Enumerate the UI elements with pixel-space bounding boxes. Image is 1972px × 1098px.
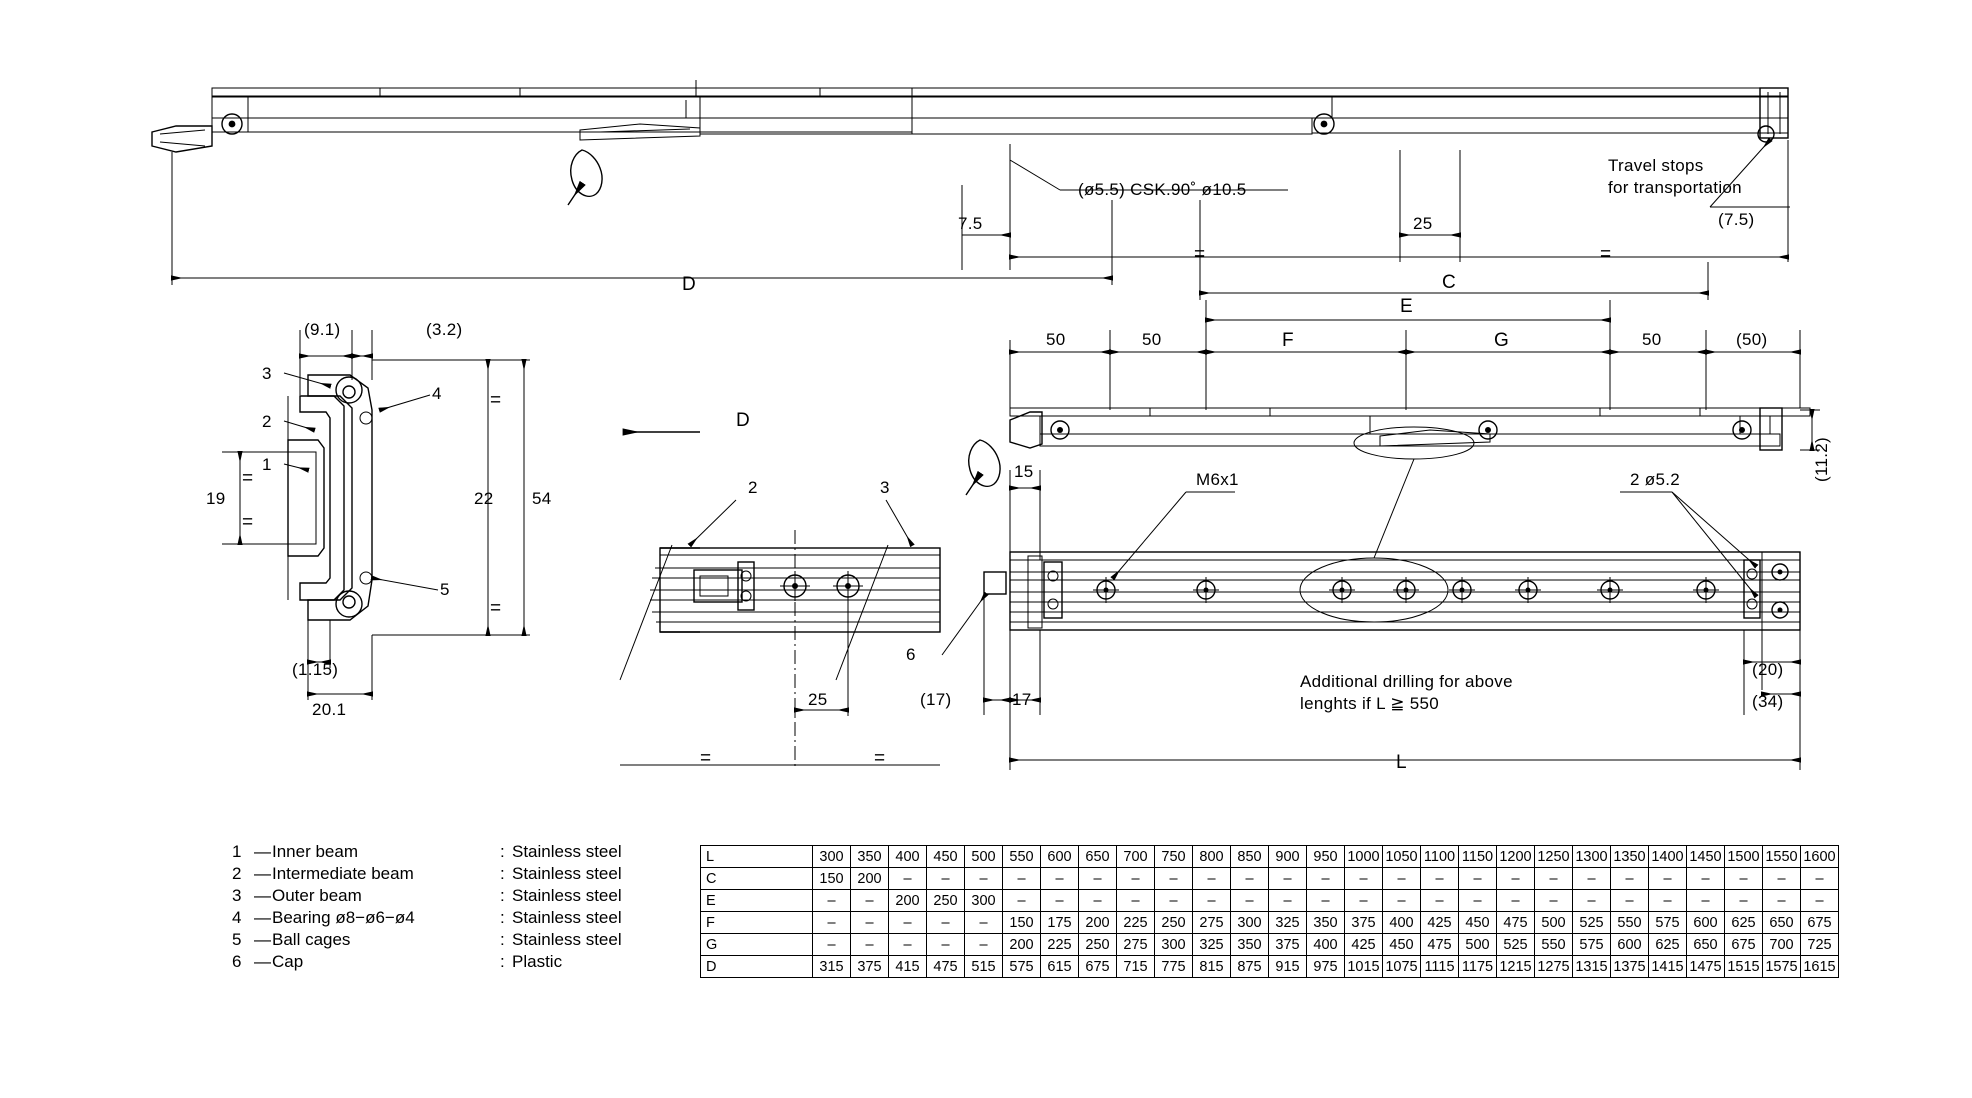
table-cell: 400: [1307, 934, 1345, 956]
dim-17-paren: (17): [920, 690, 952, 709]
legend-row: [232, 842, 622, 864]
table-cell: –: [1611, 868, 1649, 890]
table-cell: –: [1383, 868, 1421, 890]
table-cell: 550: [1003, 846, 1041, 868]
table-cell: 1000: [1345, 846, 1383, 868]
table-cell: 250: [1155, 912, 1193, 934]
table-row: [701, 956, 1839, 978]
table-cell: –: [1193, 868, 1231, 890]
table-cell: 1450: [1687, 846, 1725, 868]
table-cell: 1300: [1573, 846, 1611, 868]
table-cell: –: [889, 934, 927, 956]
legend-part-name: Cap: [272, 952, 304, 971]
table-cell: 650: [1687, 934, 1725, 956]
table-cell: –: [1801, 890, 1839, 912]
table-cell: 1015: [1345, 956, 1383, 978]
dim-G: G: [1494, 330, 1510, 351]
table-row: [701, 912, 1839, 934]
table-cell: 375: [1269, 934, 1307, 956]
table-cell: –: [1079, 868, 1117, 890]
table-cell: 425: [1421, 912, 1459, 934]
table-cell: 250: [927, 890, 965, 912]
table-cell: –: [1155, 868, 1193, 890]
table-cell: –: [1535, 868, 1573, 890]
callout-5: 5: [440, 580, 450, 599]
table-cell: 175: [1041, 912, 1079, 934]
legend-part-name: Outer beam: [272, 886, 362, 905]
table-cell: 600: [1611, 934, 1649, 956]
table-cell: 200: [889, 890, 927, 912]
table-cell: 300: [1155, 934, 1193, 956]
table-cell: 1515: [1725, 956, 1763, 978]
table-cell: 700: [1763, 934, 1801, 956]
table-cell: –: [1345, 890, 1383, 912]
table-cell: 375: [1345, 912, 1383, 934]
parts-legend: [232, 842, 622, 974]
table-cell: –: [1003, 890, 1041, 912]
table-cell: 325: [1269, 912, 1307, 934]
table-cell: –: [1725, 868, 1763, 890]
table-row-label: G: [701, 934, 813, 956]
table-cell: –: [1687, 868, 1725, 890]
table-cell: –: [1421, 890, 1459, 912]
table-cell: 525: [1573, 912, 1611, 934]
label-travel-stops-line2: for transportation: [1608, 178, 1742, 197]
table-cell: –: [1687, 890, 1725, 912]
dim-50-b: 50: [1142, 330, 1162, 349]
detail-callout-2: 2: [748, 478, 758, 497]
legend-colon: :: [500, 908, 505, 927]
table-cell: –: [889, 912, 927, 934]
dim-20-1: 20.1: [312, 700, 347, 719]
table-cell: –: [1611, 890, 1649, 912]
table-cell: 675: [1725, 934, 1763, 956]
table-row-label: F: [701, 912, 813, 934]
table-cell: 575: [1003, 956, 1041, 978]
table-cell: 325: [1193, 934, 1231, 956]
dim-7-5-paren: (7.5): [1718, 210, 1755, 229]
label-csk-note: (ø5.5) CSK.90˚ ø10.5: [1078, 180, 1247, 199]
table-cell: 575: [1649, 912, 1687, 934]
table-cell: 1315: [1573, 956, 1611, 978]
table-cell: 275: [1117, 934, 1155, 956]
dim-19: 19: [206, 489, 226, 508]
table-cell: 250: [1079, 934, 1117, 956]
table-cell: –: [813, 912, 851, 934]
table-cell: 1615: [1801, 956, 1839, 978]
label-M6x1: M6x1: [1196, 470, 1239, 489]
table-cell: 1550: [1763, 846, 1801, 868]
label-holes-2-5-2: 2 ø5.2: [1630, 470, 1680, 489]
table-cell: –: [1649, 890, 1687, 912]
dim-11-2-text: (11.2): [1812, 437, 1831, 482]
table-cell: 1250: [1535, 846, 1573, 868]
table-cell: 515: [965, 956, 1003, 978]
table-cell: 500: [1535, 912, 1573, 934]
table-cell: 225: [1041, 934, 1079, 956]
table-cell: 500: [965, 846, 1003, 868]
callout-4: 4: [432, 384, 442, 403]
table-cell: 475: [1497, 912, 1535, 934]
table-cell: 375: [851, 956, 889, 978]
legend-part-name: Intermediate beam: [272, 864, 414, 883]
dim-11-2: [1812, 437, 1832, 482]
legend-number: 3: [232, 886, 242, 905]
legend-row: [232, 864, 622, 886]
table-cell: –: [1459, 868, 1497, 890]
table-cell: 1100: [1421, 846, 1459, 868]
callout-1: 1: [262, 455, 272, 474]
legend-row: [232, 886, 622, 908]
legend-dash: —: [254, 908, 271, 927]
table-cell: 1600: [1801, 846, 1839, 868]
table-cell: –: [1383, 890, 1421, 912]
legend-colon: :: [500, 886, 505, 905]
note-additional-line1: Additional drilling for above: [1300, 672, 1513, 691]
legend-row: [232, 952, 622, 974]
legend-colon: :: [500, 952, 505, 971]
table-cell: –: [1307, 868, 1345, 890]
legend-number: 2: [232, 864, 242, 883]
table-cell: –: [1079, 890, 1117, 912]
legend-material: Plastic: [512, 952, 563, 971]
table-row-label: D: [701, 956, 813, 978]
dim-17: 17: [1012, 690, 1032, 709]
legend-part-name: Bearing ø8−ø6−ø4: [272, 908, 415, 927]
table-cell: 450: [1459, 912, 1497, 934]
legend-colon: :: [500, 864, 505, 883]
table-cell: 475: [927, 956, 965, 978]
legend-dash: —: [254, 842, 271, 861]
table-cell: –: [1497, 868, 1535, 890]
table-cell: 350: [851, 846, 889, 868]
table-cell: 500: [1459, 934, 1497, 956]
detail-eq-left: =: [700, 748, 712, 769]
legend-number: 1: [232, 842, 242, 861]
table-cell: 150: [813, 868, 851, 890]
table-cell: –: [1497, 890, 1535, 912]
table-cell: 525: [1497, 934, 1535, 956]
detail-view-D: [620, 432, 940, 770]
table-cell: 725: [1801, 934, 1839, 956]
table-cell: 1200: [1497, 846, 1535, 868]
table-cell: –: [965, 934, 1003, 956]
callout-3: 3: [262, 364, 272, 383]
table-cell: –: [1763, 890, 1801, 912]
detail-eq-right: =: [874, 748, 886, 769]
table-cell: 675: [1079, 956, 1117, 978]
table-row: [701, 890, 1839, 912]
table-cell: 1400: [1649, 846, 1687, 868]
table-cell: 975: [1307, 956, 1345, 978]
table-cell: 1415: [1649, 956, 1687, 978]
table-row: [701, 934, 1839, 956]
dim-E: E: [1400, 296, 1413, 317]
table-row-label: E: [701, 890, 813, 912]
table-cell: 1375: [1611, 956, 1649, 978]
table-cell: 550: [1535, 934, 1573, 956]
legend-dash: —: [254, 864, 271, 883]
table-cell: 815: [1193, 956, 1231, 978]
table-cell: 315: [813, 956, 851, 978]
top-view-slide: [152, 80, 1790, 300]
eq-sec-4: =: [242, 512, 254, 533]
table-cell: –: [851, 934, 889, 956]
dim-equal-top-left: =: [1194, 244, 1206, 265]
dim-20-paren: (20): [1752, 660, 1784, 679]
legend-dash: —: [254, 930, 271, 949]
dim-34-paren: (34): [1752, 692, 1784, 711]
table-cell: 600: [1041, 846, 1079, 868]
table-cell: 200: [1079, 912, 1117, 934]
table-cell: –: [1801, 868, 1839, 890]
table-cell: –: [1573, 890, 1611, 912]
table-cell: –: [1155, 890, 1193, 912]
table-cell: 1500: [1725, 846, 1763, 868]
table-cell: –: [1269, 868, 1307, 890]
table-cell: 950: [1307, 846, 1345, 868]
table-cell: –: [1117, 890, 1155, 912]
table-cell: –: [927, 912, 965, 934]
table-cell: –: [927, 934, 965, 956]
table-cell: 450: [1383, 934, 1421, 956]
table-cell: 300: [1231, 912, 1269, 934]
dim-1-15: (1.15): [292, 660, 339, 679]
detail-dim-25: 25: [808, 690, 828, 709]
table-cell: 350: [1307, 912, 1345, 934]
label-travel-stops-line1: Travel stops: [1608, 156, 1704, 175]
table-cell: –: [1117, 868, 1155, 890]
table-cell: 650: [1079, 846, 1117, 868]
table-cell: 275: [1193, 912, 1231, 934]
table-cell: –: [851, 912, 889, 934]
table-cell: –: [927, 868, 965, 890]
legend-number: 5: [232, 930, 242, 949]
dim-3-2: (3.2): [426, 320, 463, 339]
legend-dash: —: [254, 886, 271, 905]
table-row: [701, 868, 1839, 890]
table-cell: 650: [1763, 912, 1801, 934]
detail-arrow-label-D: D: [736, 410, 751, 431]
callout-2: 2: [262, 412, 272, 431]
table-cell: 1115: [1421, 956, 1459, 978]
legend-material: Stainless steel: [512, 842, 622, 861]
table-cell: 1275: [1535, 956, 1573, 978]
note-additional-line2: lenghts if L ≧ 550: [1300, 694, 1440, 713]
table-cell: 200: [1003, 934, 1041, 956]
dim-22: 22: [474, 489, 494, 508]
table-row-label: C: [701, 868, 813, 890]
table-cell: 475: [1421, 934, 1459, 956]
table-cell: 450: [927, 846, 965, 868]
table-cell: –: [1041, 868, 1079, 890]
table-cell: 1475: [1687, 956, 1725, 978]
legend-colon: :: [500, 930, 505, 949]
dimension-table: [700, 845, 1839, 978]
legend-number: 6: [232, 952, 242, 971]
detail-callout-3: 3: [880, 478, 890, 497]
table-row: [701, 846, 1839, 868]
table-cell: –: [1459, 890, 1497, 912]
table-cell: –: [1269, 890, 1307, 912]
table-cell: –: [1041, 890, 1079, 912]
table-cell: –: [965, 912, 1003, 934]
table-cell: 715: [1117, 956, 1155, 978]
table-cell: 850: [1231, 846, 1269, 868]
dim-F: F: [1282, 330, 1294, 351]
table-cell: 800: [1193, 846, 1231, 868]
table-cell: –: [1421, 868, 1459, 890]
callout-6: 6: [906, 645, 916, 664]
table-cell: –: [1345, 868, 1383, 890]
table-cell: –: [1649, 868, 1687, 890]
table-cell: 400: [889, 846, 927, 868]
table-cell: 350: [1231, 934, 1269, 956]
cross-section-view: [222, 330, 530, 700]
legend-part-name: Inner beam: [272, 842, 358, 861]
legend-part-name: Ball cages: [272, 930, 351, 949]
table-cell: 150: [1003, 912, 1041, 934]
table-cell: 1215: [1497, 956, 1535, 978]
legend-dash: —: [254, 952, 271, 971]
table-cell: 1350: [1611, 846, 1649, 868]
table-cell: –: [1573, 868, 1611, 890]
table-cell: 200: [851, 868, 889, 890]
dim-50-c: 50: [1642, 330, 1662, 349]
table-cell: –: [1535, 890, 1573, 912]
table-cell: 550: [1611, 912, 1649, 934]
table-cell: 415: [889, 956, 927, 978]
table-cell: 775: [1155, 956, 1193, 978]
dim-15: 15: [1014, 462, 1034, 481]
table-cell: –: [1763, 868, 1801, 890]
table-cell: 675: [1801, 912, 1839, 934]
table-cell: 575: [1573, 934, 1611, 956]
table-cell: 425: [1345, 934, 1383, 956]
table-cell: 1075: [1383, 956, 1421, 978]
table-cell: 615: [1041, 956, 1079, 978]
dim-equal-top-right: =: [1600, 244, 1612, 265]
table-cell: 625: [1725, 912, 1763, 934]
table-row-label: L: [701, 846, 813, 868]
legend-material: Stainless steel: [512, 930, 622, 949]
table-cell: –: [813, 934, 851, 956]
legend-row: [232, 908, 622, 930]
dim-C-top: C: [1442, 272, 1457, 293]
table-cell: –: [851, 890, 889, 912]
dim-25-top: 25: [1413, 214, 1433, 233]
legend-material: Stainless steel: [512, 864, 622, 883]
table-cell: –: [1231, 868, 1269, 890]
table-cell: 1575: [1763, 956, 1801, 978]
dim-7-5: 7.5: [958, 214, 983, 233]
table-cell: –: [1307, 890, 1345, 912]
dim-50-a: 50: [1046, 330, 1066, 349]
eq-sec-1: =: [490, 390, 502, 411]
legend-material: Stainless steel: [512, 908, 622, 927]
table-cell: 875: [1231, 956, 1269, 978]
table-cell: 1175: [1459, 956, 1497, 978]
legend-colon: :: [500, 842, 505, 861]
table-cell: –: [965, 868, 1003, 890]
table-cell: 400: [1383, 912, 1421, 934]
dim-54: 54: [532, 489, 552, 508]
table-cell: 915: [1269, 956, 1307, 978]
dim-9-1: (9.1): [304, 320, 341, 339]
table-cell: –: [813, 890, 851, 912]
legend-material: Stainless steel: [512, 886, 622, 905]
table-cell: 700: [1117, 846, 1155, 868]
dim-L: L: [1396, 752, 1407, 773]
eq-sec-3: =: [242, 468, 254, 489]
table-cell: 900: [1269, 846, 1307, 868]
table-cell: 1050: [1383, 846, 1421, 868]
table-cell: 1150: [1459, 846, 1497, 868]
table-cell: 750: [1155, 846, 1193, 868]
table-cell: –: [889, 868, 927, 890]
table-cell: –: [1193, 890, 1231, 912]
table-cell: 300: [965, 890, 1003, 912]
table-cell: –: [1231, 890, 1269, 912]
dim-50-paren: (50): [1736, 330, 1768, 349]
legend-number: 4: [232, 908, 242, 927]
table-cell: 225: [1117, 912, 1155, 934]
table-cell: 300: [813, 846, 851, 868]
table-cell: –: [1725, 890, 1763, 912]
table-cell: 625: [1649, 934, 1687, 956]
dim-D-top: D: [682, 274, 697, 295]
eq-sec-2: =: [490, 598, 502, 619]
legend-row: [232, 930, 622, 952]
table-cell: 600: [1687, 912, 1725, 934]
table-cell: –: [1003, 868, 1041, 890]
